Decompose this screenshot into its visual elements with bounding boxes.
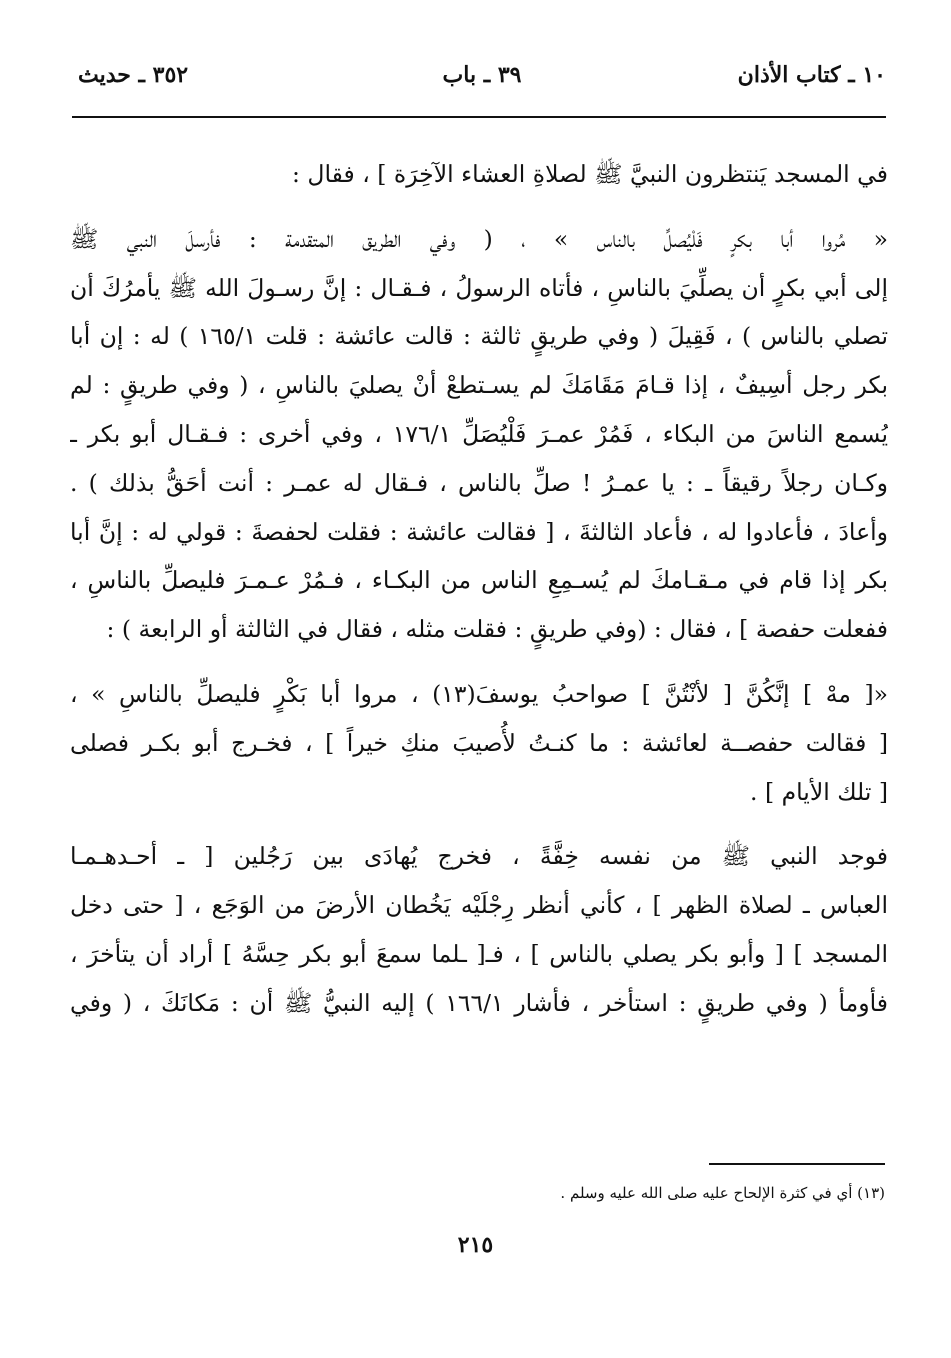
chapter-title: ١٠ ـ كتاب الأذان — [737, 62, 886, 88]
section-title: ٣٩ ـ باب — [442, 62, 522, 88]
text-line: وكـان رجلاً رقيقاً ـ : يا عمـرُ ! صلِّ بالناس ، فـقال له عمـر : أنت أحَقُّ بذلك ) . — [70, 468, 888, 497]
running-header — [78, 62, 886, 102]
text-line: إلى أبي بكرٍ أن يصلِّيَ بالناسِ ، فأتاه الرسولُ ، فـقـال : إنَّ رسـولَ الله ﷺ يأمرُكَ أن — [70, 273, 888, 302]
text-line: يُسمع الناسَ من البكاء ، فَمُرْ عمـرَ فَلْيُصَلِّ ١٧٦/١ ، وفي أخرى : فـقـال أبو بكر ـ — [70, 419, 888, 448]
text-line: فأومأ ( وفي طريقٍ : استأخر ، فأشار ١٦٦/١ ) إليه النبيُّ ﷺ أن : مَكانَكَ ، ( وفي — [70, 988, 888, 1017]
main-text — [70, 150, 888, 1028]
text-line: «[ مهْ ] إنَّكُنَّ [ لأنْتُنَّ ] صواحبُ يوسفَ(١٣) ، مروا أبا بَكْرٍ فليصلِّ بالناسِ » ، — [70, 679, 888, 708]
text-line: في المسجد يَنتظرون النبيَّ ﷺ لصلاةِ العشاء الآخِرَة ] ، فقال : — [292, 160, 888, 188]
text-line: « مُروا أبا بكرٍ فَلْيُصلِّ بالناس » ، ( وفي الطريق المتقدمة : فأرسلَ النبي ﷺ — [70, 224, 888, 253]
text-line: المسجد ] [ وأبو بكر يصلي بالناس ] ، فـ[ ـلما سمعَ أبو بكر حِسَّهُ ] أراد أن يتأخرَ ، — [70, 939, 888, 968]
text-line: ففعلت حفصة ] ، فقال : (وفي طريقٍ : فقلت مثله ، فقال في الثالثة أو الرابعة ) : — [106, 615, 888, 644]
text-line: فوجد النبي ﷺ من نفسه خِفَّةً ، فخرج يُهادَى بين رَجُلين [ ـ أحـدهـمـا — [70, 842, 888, 871]
text-line: بكر إذا قام في مـقـامكَ لم يُسـمِعِ الناس من البكـاء ، فـمُرْ عـمـرَ فليصلِّ بالناسِ ، — [70, 566, 888, 595]
text-line: تصلي بالناس ) ، فَقِيلَ ( وفي طريقٍ ثالثة : قالت عائشة : قلت ١٦٥/١ ) له : إن أبا — [70, 322, 888, 351]
text-line: وأعادَ ، فأعادوا له ، فأعاد الثالثةَ ، [ فقالت عائشة : فقلت لحفصةَ : قولي له : إنَّ أبا — [70, 517, 888, 546]
text-line: العباس ـ لصلاة الظهر ] ، كأني أنظر رِجْلَيْه يَخُطان الأرضَ من الوَجَع ، [ حتى دخل — [70, 891, 888, 920]
header-rule — [72, 116, 886, 118]
hadith-number: ٣٥٢ ـ حديث — [78, 62, 189, 88]
footnote: (١٣) أي في كثرة الإلحاح عليه صلى الله عليه وسلم . — [560, 1184, 885, 1202]
footnote-rule — [709, 1163, 885, 1165]
text-line: [ تلك الأيام ] . — [750, 777, 888, 806]
text-line: بكر رجل أسِيفٌ ، إذا قـامَ مَقَامَكَ لم يسـتطعْ أنْ يصليَ بالناسِ ، ( وفي طريقٍ : لم — [70, 371, 888, 400]
page-number: ٢١٥ — [457, 1232, 494, 1258]
text-line: [ فقالت حفصــة لعائشة : ما كنـتُ لأُصيبَ منكِ خيراً ] ، فخـرج أبو بكـر فصلى — [70, 728, 888, 757]
